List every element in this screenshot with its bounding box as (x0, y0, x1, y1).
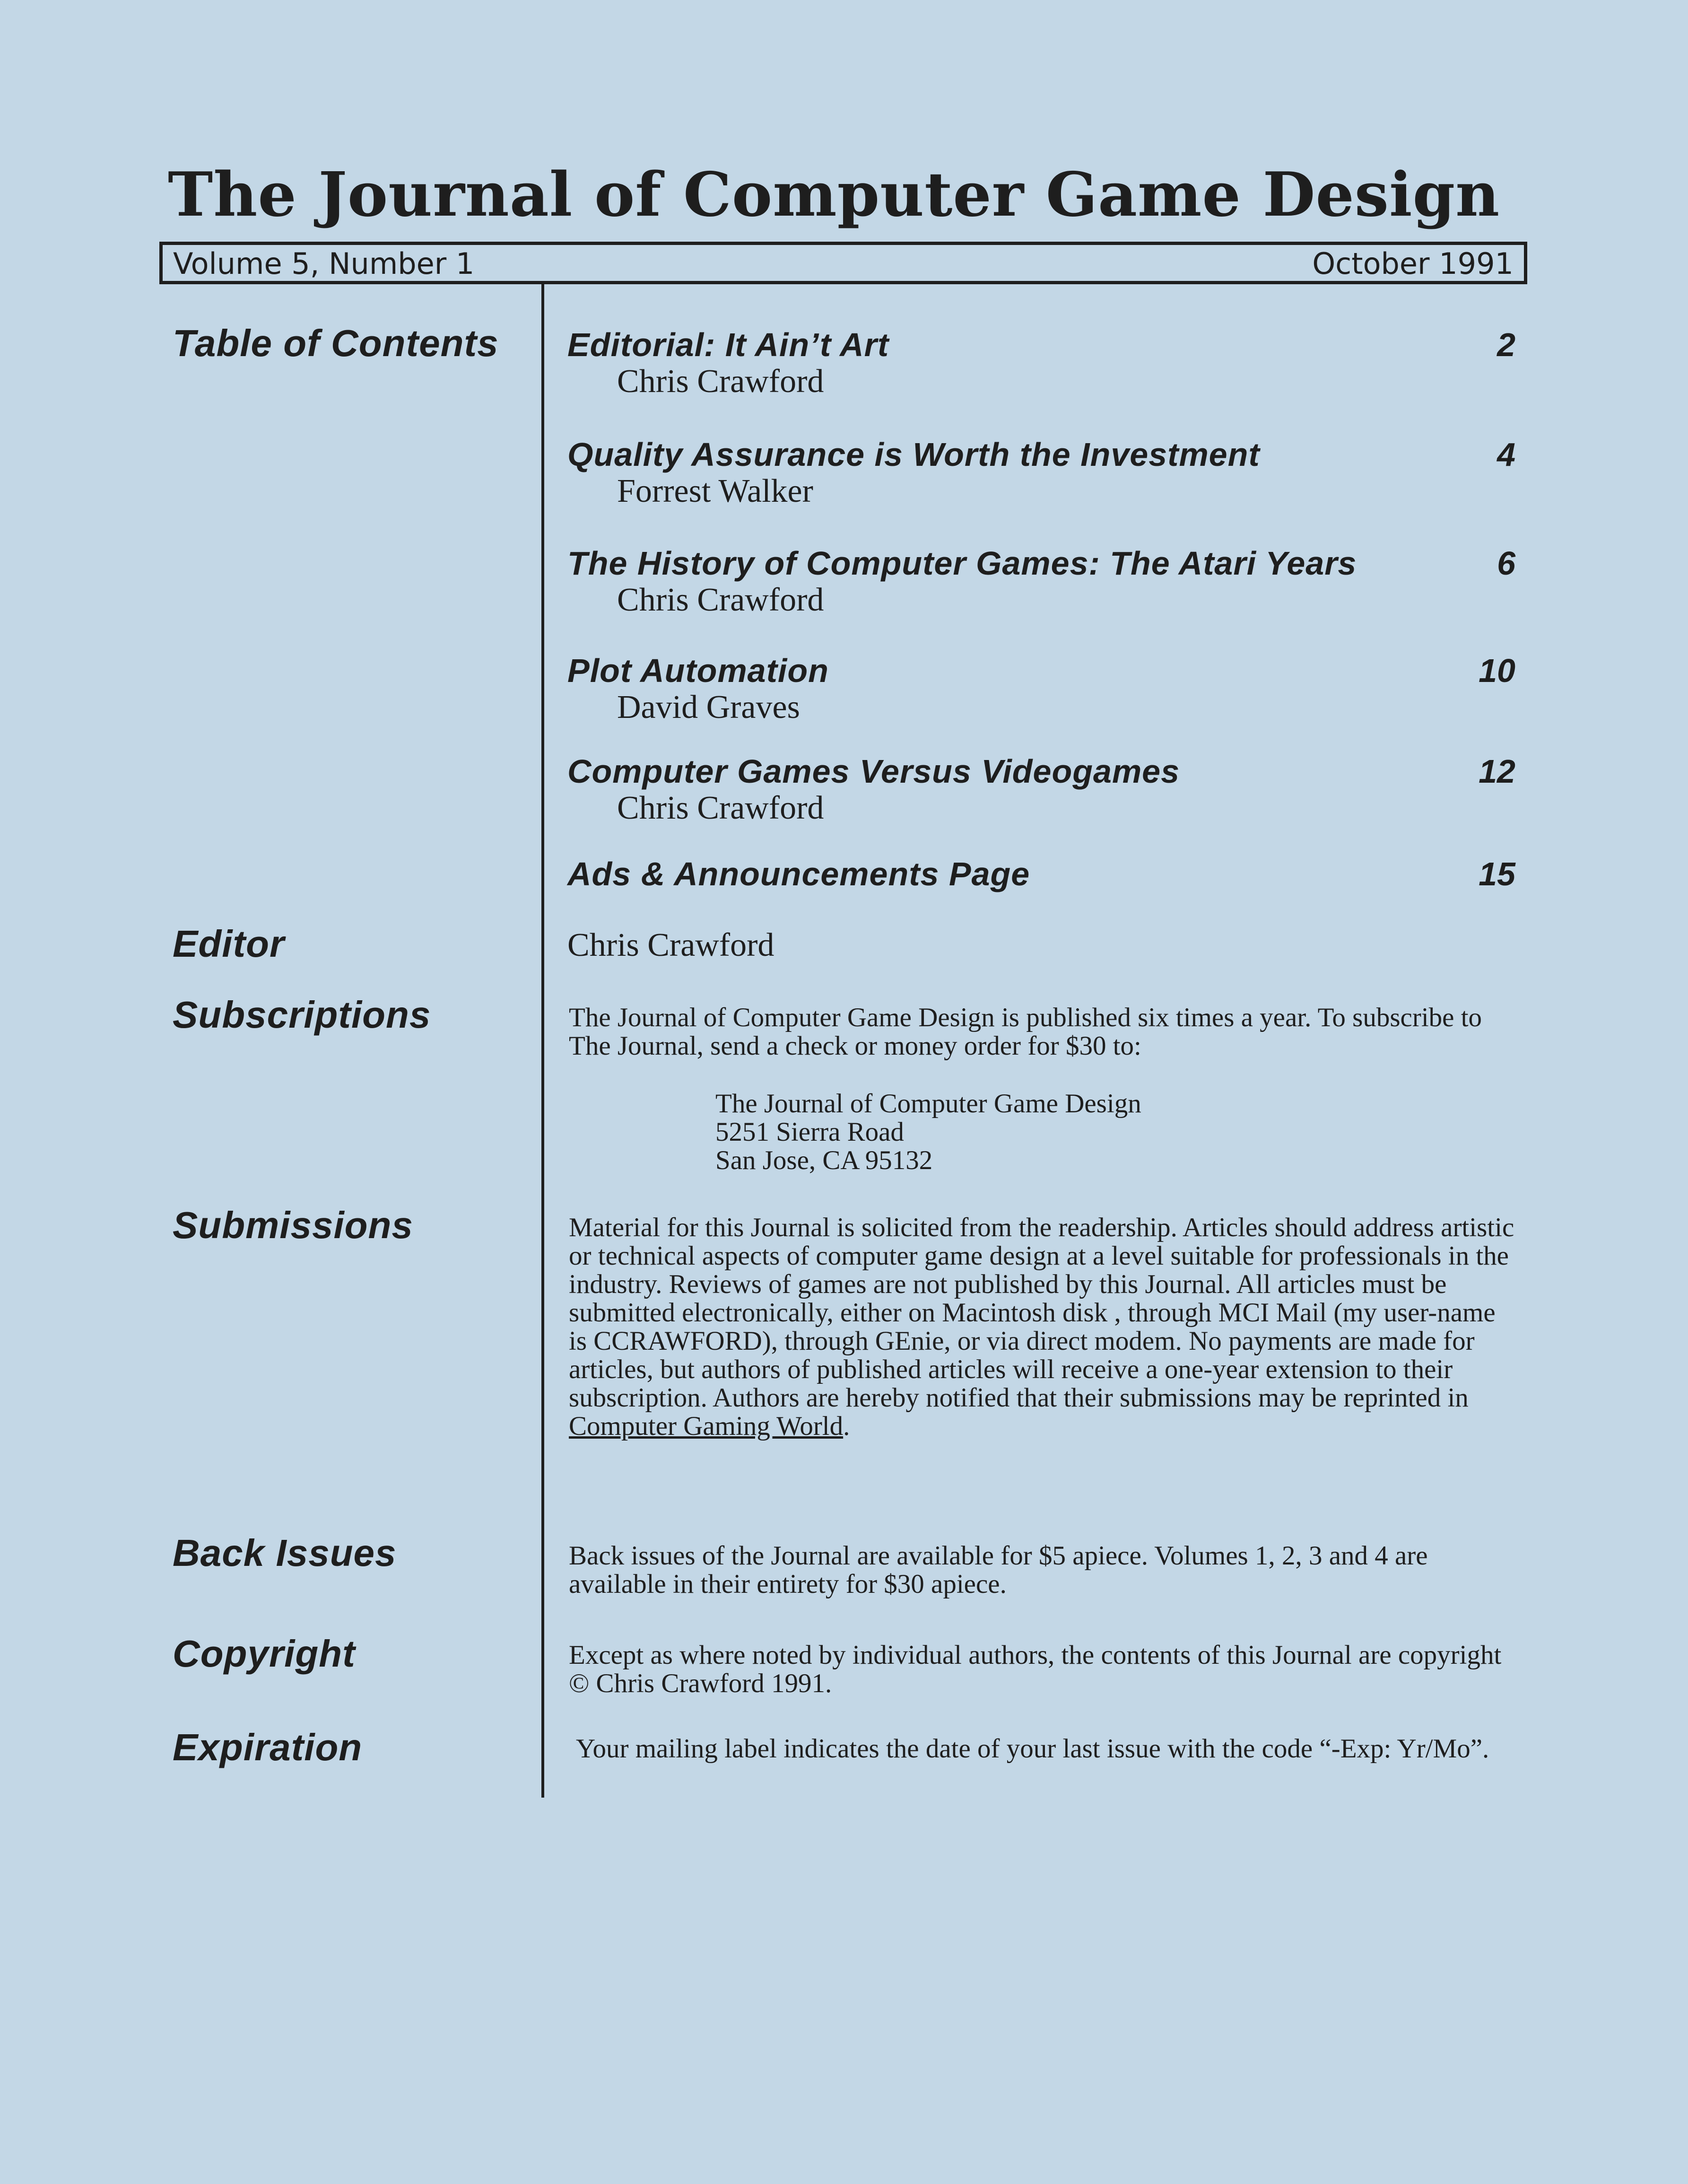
article-title: Plot Automation (567, 652, 829, 689)
article-author: Chris Crawford (617, 582, 824, 618)
submissions-body: Material for this Journal is solicited from the readership. Articles should address artistic or technical aspects of computer game design at a level suitable for professionals in the industry. Reviews of games are not published by this Journal. All articles must be submitted electronically, either on Macintosh disk , through MCI Mail (my user-name is CCRAWFORD), through GEnie, or via direct modem. No payments are made for articles, but authors of published articles will receive a one-year extension to their subscription. Authors are hereby notified that their submissions may be reprinted in (569, 1213, 1514, 1413)
subscriptions-text: The Journal of Computer Game Design is published six times a year. To subscribe to The Journal, send a check or money order for $30 to: (569, 1003, 1482, 1061)
submissions-text (569, 1214, 1519, 1441)
toc-entry (567, 325, 1523, 399)
toc-heading: Table of Contents (173, 322, 499, 364)
copyright-heading: Copyright (173, 1633, 356, 1675)
editor-name: Chris Crawford (567, 927, 774, 963)
subscriptions-heading: Subscriptions (173, 994, 431, 1036)
copyright-text: Except as where noted by individual authors, the contents of this Journal are copyright © Chris Crawford 1991. (569, 1640, 1502, 1698)
expiration-section (576, 1735, 1526, 1763)
mailing-address (715, 1090, 1519, 1175)
back-issues-heading: Back Issues (173, 1532, 397, 1574)
article-author: Chris Crawford (617, 363, 824, 400)
toc-entry (567, 651, 1523, 725)
expiration-heading: Expiration (173, 1726, 363, 1768)
toc-entry (567, 855, 1523, 893)
address-line: The Journal of Computer Game Design (715, 1089, 1141, 1118)
subscriptions-section (569, 1004, 1519, 1175)
article-title: Computer Games Versus Videogames (567, 753, 1180, 790)
article-page-number: 6 (1497, 545, 1515, 582)
article-page-number: 12 (1479, 753, 1515, 790)
toc-entry (567, 752, 1523, 826)
article-page-number: 2 (1497, 326, 1515, 363)
copyright-section (569, 1641, 1519, 1698)
article-author: Chris Crawford (617, 790, 824, 826)
submissions-section (569, 1214, 1519, 1441)
toc-entry (567, 435, 1523, 509)
issue-info-bar (159, 242, 1527, 284)
article-title: The History of Computer Games: The Atari Years (567, 545, 1357, 582)
back-issues-section (569, 1542, 1519, 1599)
issue-date: October 1991 (1312, 246, 1514, 281)
volume-number: Volume 5, Number 1 (173, 246, 475, 281)
article-page-number: 15 (1479, 856, 1515, 892)
article-title: Quality Assurance is Worth the Investment (567, 436, 1260, 473)
submissions-heading: Submissions (173, 1204, 413, 1246)
article-page-number: 10 (1479, 652, 1515, 689)
article-author: Forrest Walker (617, 473, 813, 509)
editor-heading: Editor (173, 923, 285, 965)
address-line: San Jose, CA 95132 (715, 1145, 933, 1175)
back-issues-text: Back issues of the Journal are available for $5 apiece. Volumes 1, 2, 3 and 4 are available in their entirety for $30 apiece. (569, 1541, 1428, 1599)
article-author: David Graves (617, 689, 800, 725)
journal-title: The Journal of Computer Game Design (168, 159, 1500, 230)
article-title: Ads & Announcements Page (567, 856, 1030, 892)
address-line: 5251 Sierra Road (715, 1117, 904, 1147)
article-page-number: 4 (1497, 436, 1515, 473)
toc-entry (567, 544, 1523, 618)
article-title: Editorial: It Ain’t Art (567, 326, 889, 363)
publication-name: Computer Gaming World (569, 1411, 844, 1441)
expiration-text: Your mailing label indicates the date of your last issue with the code “-Exp: Yr/Mo”. (576, 1734, 1489, 1764)
column-divider (541, 284, 544, 1798)
sentence-end: . (843, 1411, 850, 1441)
